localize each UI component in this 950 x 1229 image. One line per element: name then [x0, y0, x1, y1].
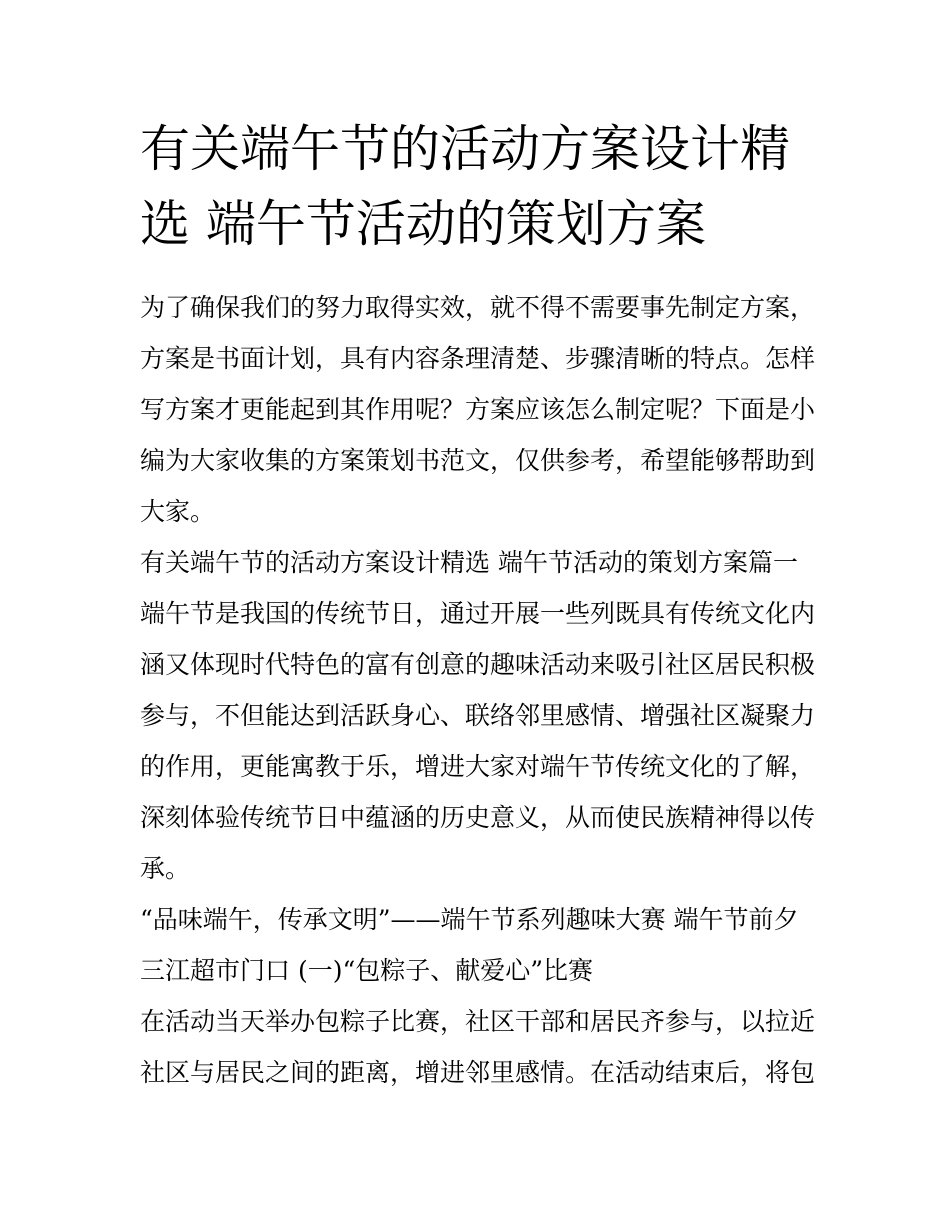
paragraph-intro: 为了确保我们的努力取得实效，就不得不需要事先制定方案，方案是书面计划，具有内容条理清楚、步骤清晰的特点。怎样写方案才更能起到其作用呢？方案应该怎么制定呢？下面是小编为大家收集的方案策划书范文，仅供参考，希望能够帮助到大家。 — [140, 293, 816, 526]
document-page — [140, 112, 820, 1098]
paragraph-event-location: 三江超市门口 (一)“包粽子、献爱心”比赛 — [140, 956, 594, 985]
paragraph-event-theme: “品味端午，传承文明”——端午节系列趣味大赛 端午节前夕 — [140, 905, 799, 934]
paragraph-section-heading: 有关端午节的活动方案设计精选 端午节活动的策划方案篇一 — [140, 548, 798, 577]
paragraph-event-detail: 在活动当天举办包粽子比赛，社区干部和居民齐参与，以拉近社区与居民之间的距离，增进邻里感情。在活动结束后，将包 — [140, 1007, 816, 1087]
paragraph-background: 端午节是我国的传统节日，通过开展一些列既具有传统文化内涵又体现时代特色的富有创意的趣味活动来吸引社区居民积极参与，不但能达到活跃身心、联络邻里感情、增强社区凝聚力的作用，更能寓教于乐，增进大家对端午节传统文化的了解，深刻体验传统节日中蕴涵的历史意义，从而使民族精神得以传承。 — [140, 599, 816, 883]
document-title: 有关端午节的活动方案设计精选 端午节活动的策划方案 — [140, 120, 790, 253]
